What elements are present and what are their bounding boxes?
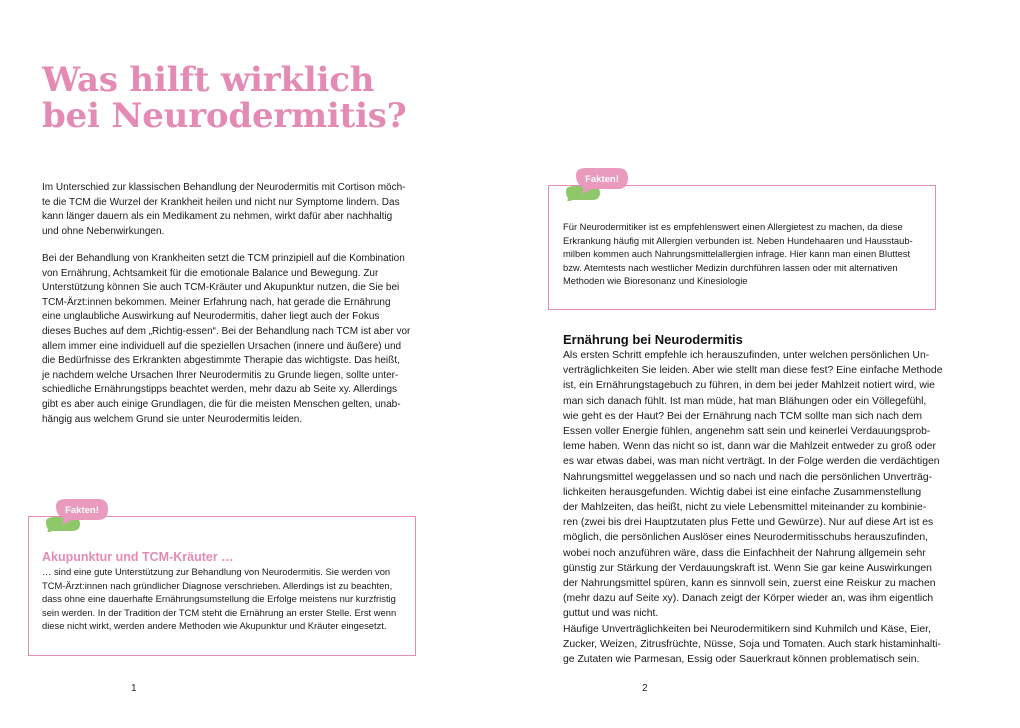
fact-badge xyxy=(562,165,634,201)
body-paragraph xyxy=(563,348,942,667)
fact-badge-label: Fakten! xyxy=(65,505,99,516)
section-heading: Ernährung bei Neurodermitis xyxy=(563,332,743,347)
fact-badge xyxy=(42,496,114,532)
text-line: te die TCM die Wurzel der Krankheit heilen und nicht nur Symptome lindern. Das xyxy=(42,196,400,208)
text-line: möglich, die persönlichen Auslöser eines Neurodermitisschubs herauszufinden, xyxy=(563,532,929,544)
text-line: (mehr dazu auf Seite xy). Danach zeigt der Körper wieder an, was ihm eigentlich xyxy=(563,593,934,605)
title-line: Was hilft wirklich xyxy=(42,60,375,100)
text-line: günstig zur Stärkung der Verdauungskraft ist. Wenn Sie gar keine Auswirkungen xyxy=(563,562,932,574)
text-line: bzw. Atemtests nach westlicher Medizin durchführen lassen oder mit alternativen xyxy=(563,261,898,273)
fact-box-text xyxy=(563,220,913,288)
text-line: allem immer eine individuell auf die speziellen Ursachen (innere und äußere) und xyxy=(42,340,402,352)
text-line: die Bedürfnisse des Erkrankten abgestimmte Therapie das wichtigste. Das heißt, xyxy=(42,355,400,367)
text-line: diese nicht wirkt, werden andere Methoden wie Akupunktur und Kräuter eingesetzt. xyxy=(42,620,387,632)
text-line: man sich danach fühlt. Ist man müde, hat man Blähungen oder ein Völlegefühl, xyxy=(563,395,927,407)
fact-box-text xyxy=(42,565,396,633)
text-line: TCM-Ärzt:innen nach gründlicher Diagnose verschrieben. Allerdings ist zu beachten, xyxy=(42,579,393,591)
text-line: verträglichkeiten Sie leiden. Aber wie stellt man diese fest? Eine einfache Methode xyxy=(563,365,943,377)
text-line: dieses Buches auf dem „Richtig-essen“. Bei der Behandlung nach TCM ist aber vor xyxy=(42,325,411,337)
text-line: je nachdem welche Ursachen Ihrer Neurodermitis zu Grunde liegen, sollte unter- xyxy=(42,369,399,381)
fact-box-heading: Akupunktur und TCM-Kräuter … xyxy=(42,550,234,564)
text-line: … sind eine gute Unterstützung zur Behandlung von Neurodermitis. Sie werden von xyxy=(42,566,391,577)
title-line: bei Neurodermitis? xyxy=(42,96,407,136)
text-line: Im Unterschied zur klassischen Behandlung der Neurodermitis mit Cortison möch- xyxy=(42,182,406,193)
text-line: dass ohne eine dauerhafte Ernährungsumstellung die Erfolge meistens nur kurzfristig xyxy=(42,593,396,605)
text-line: und ohne Nebenwirkungen. xyxy=(42,225,165,237)
text-line: wobei noch anzuführen wäre, dass die Einfachheit der Nahrung allgemein sehr xyxy=(563,547,926,559)
text-line: Nahrungsmittel weggelassen und so nach und nach die persönlichen Unverträg- xyxy=(563,471,933,483)
text-line: es war etwas dabei, was man nicht verträgt. In der Folge werden die verdächtigen xyxy=(563,456,940,468)
text-line: eine unglaubliche Auswirkung auf Neurodermitis, daher liegt auch der Fokus xyxy=(42,311,380,323)
text-line: leme haben. Wenn das nicht so ist, dann war die Mahlzeit entweder zu groß oder xyxy=(563,441,936,453)
text-line: ist, ein Ernährungstagebuch zu führen, in dem bei jeder Mahlzeit notiert wird, wie xyxy=(563,380,935,392)
page-number-left: 1 xyxy=(131,683,137,694)
text-line: der Nahrungsmittel spüren, kann es sinnvoll sein, zuerst eine Reiskur zu machen xyxy=(563,578,936,590)
body-paragraph xyxy=(42,252,410,427)
text-line: Häufige Unverträglichkeiten bei Neurodermitikern sind Kuhmilch und Käse, Eier, xyxy=(563,623,931,635)
fact-badge-label: Fakten! xyxy=(585,174,619,185)
text-line: von Ernährung, Achtsamkeit für die emotionale Balance und Bewegung. Zur xyxy=(42,267,379,279)
text-line: Methoden wie Bioresonanz und Kinesiologie xyxy=(563,275,748,287)
text-line: kann länger dauern als ein Medikament zu nehmen, wirkt dafür aber nachhaltig xyxy=(42,211,393,223)
intro-paragraph xyxy=(42,181,405,239)
text-line: milben kommen auch Nahrungsmittelallergien infrage. Hier kann man einen Bluttest xyxy=(563,248,911,260)
text-line: guttut und was nicht. xyxy=(563,608,659,620)
text-line: Als ersten Schritt empfehle ich herauszufinden, unter welchen persönlichen Un- xyxy=(563,350,930,361)
text-line: Zucker, Weizen, Zitrusfrüchte, Nüsse, Soja und Tomaten. Auch stark histaminhalti- xyxy=(563,638,941,650)
text-line: hängig aus welchem Grund sie unter Neurodermitis leiden. xyxy=(42,413,303,425)
text-line: ren (zwei bis drei Hauptzutaten plus Fette und Gewürze). Nur auf diese Art ist es xyxy=(563,517,934,529)
text-line: Erkrankung häufig mit Allergien verbunden ist. Neben Hundehaaren und Hausstaub- xyxy=(563,234,913,246)
text-line: Für Neurodermitiker ist es empfehlenswert einen Allergietest zu machen, da diese xyxy=(563,221,903,232)
text-line: Bei der Behandlung von Krankheiten setzt die TCM prinzipiell auf die Kombination xyxy=(42,253,405,264)
text-line: gibt es aber auch einige Grundlagen, die für die meisten Menschen gelten, unab- xyxy=(42,398,401,410)
text-line: der Mahlzeiten, das heißt, nicht zu viele Lebensmittel miteinander zu kombinie- xyxy=(563,502,927,514)
text-line: ge Zutaten wie Parmesan, Essig oder Sauerkraut können problematisch sein. xyxy=(563,654,920,666)
page-number-right: 2 xyxy=(642,683,648,694)
page-title xyxy=(42,62,502,134)
text-line: Unterstützung können Sie auch TCM-Kräuter und Akupunktur nutzen, die Sie bei xyxy=(42,282,400,294)
text-line: TCM-Ärzt:innen bekommen. Meiner Erfahrung nach, hat gerade die Ernährung xyxy=(42,296,391,308)
text-line: schiedliche Ernährungstipps beachtet werden, mehr dazu ab Seite xy. Allerdings xyxy=(42,384,398,396)
text-line: sein werden. In der Tradition der TCM steht die Ernährung an erster Stelle. Erst wenn xyxy=(42,606,397,618)
text-line: Essen voller Energie fühlen, angenehm satt sein und keinerlei Verdauungsprob- xyxy=(563,426,931,438)
text-line: lichkeiten herausgefunden. Wichtig dabei ist eine einfache Zusammenstellung xyxy=(563,486,922,498)
text-line: wie geht es der Haut? Bei der Ernährung nach TCM sollte man sich nach dem xyxy=(563,410,923,422)
